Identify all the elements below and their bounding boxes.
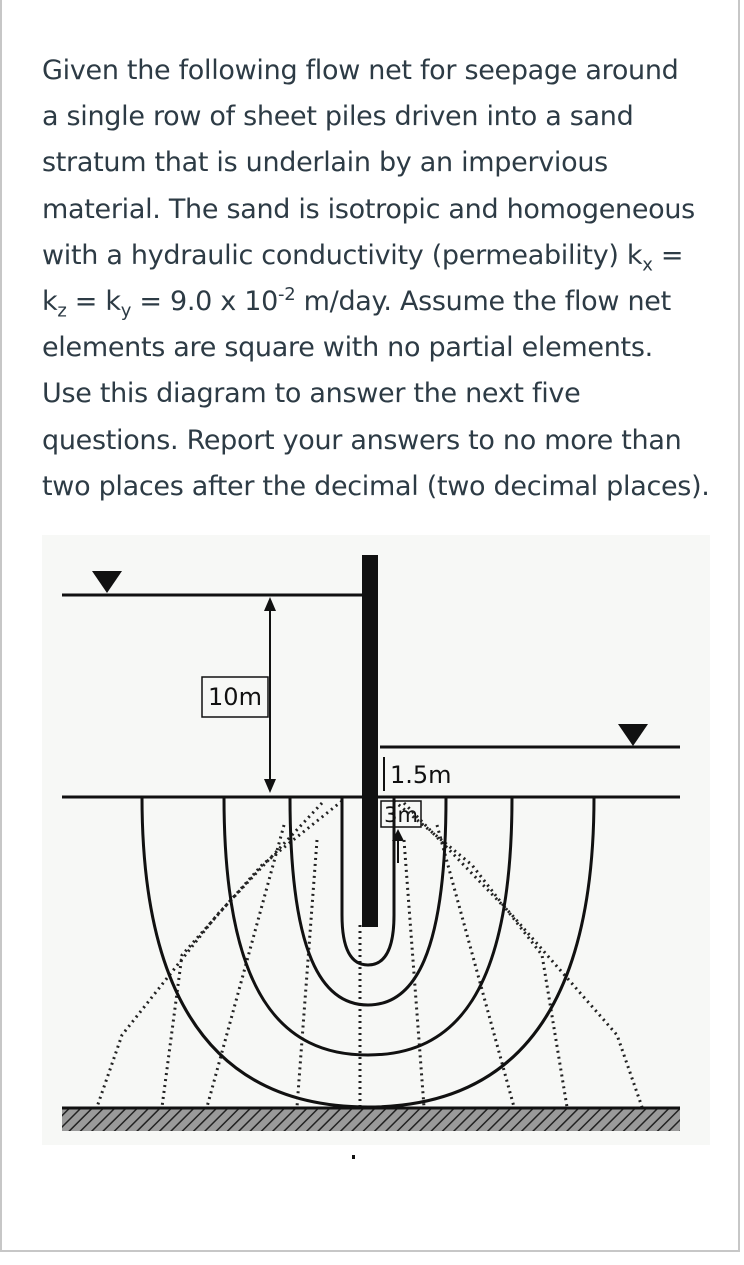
question-line: Given the following flow net for seepage around xyxy=(42,55,679,86)
question-line: a single row of sheet piles driven into a sand xyxy=(42,101,634,133)
subscript: z xyxy=(57,300,67,322)
downstream-head-label: 1.5m xyxy=(390,761,452,789)
question-line: material. The sand is isotropic and homogeneous xyxy=(42,193,695,225)
question-line: two places after the decimal (two decimal places). xyxy=(42,470,710,502)
question-line: Use this diagram to answer the next five xyxy=(42,378,581,410)
question-line: questions. Report your answers to no more than xyxy=(42,424,682,456)
text-fragment: = 9.0 x 10 xyxy=(131,286,279,318)
text-fragment: = k xyxy=(66,286,121,318)
text-fragment: = xyxy=(652,239,684,271)
flow-net-diagram xyxy=(42,535,710,1160)
question-line: stratum that is underlain by an impervious xyxy=(42,147,608,179)
subscript: y xyxy=(120,300,132,322)
question-line xyxy=(42,279,722,325)
text-fragment: m/day. Assume the flow net xyxy=(295,286,671,318)
impervious-layer xyxy=(62,1109,680,1131)
question-line xyxy=(42,233,722,279)
upstream-head-label: 10m xyxy=(208,683,262,711)
text-fragment: k xyxy=(42,286,58,318)
question-text xyxy=(42,48,722,510)
subscript: x xyxy=(642,254,653,276)
superscript: -2 xyxy=(278,284,296,306)
sheet-pile xyxy=(362,555,378,927)
flow-net-figure xyxy=(42,535,710,1160)
stray-mark xyxy=(352,1155,355,1159)
question-line: elements are square with no partial elements. xyxy=(42,332,653,364)
embedment-label: 3m xyxy=(384,803,418,827)
text-fragment: with a hydraulic conductivity (permeability) k xyxy=(42,239,643,271)
